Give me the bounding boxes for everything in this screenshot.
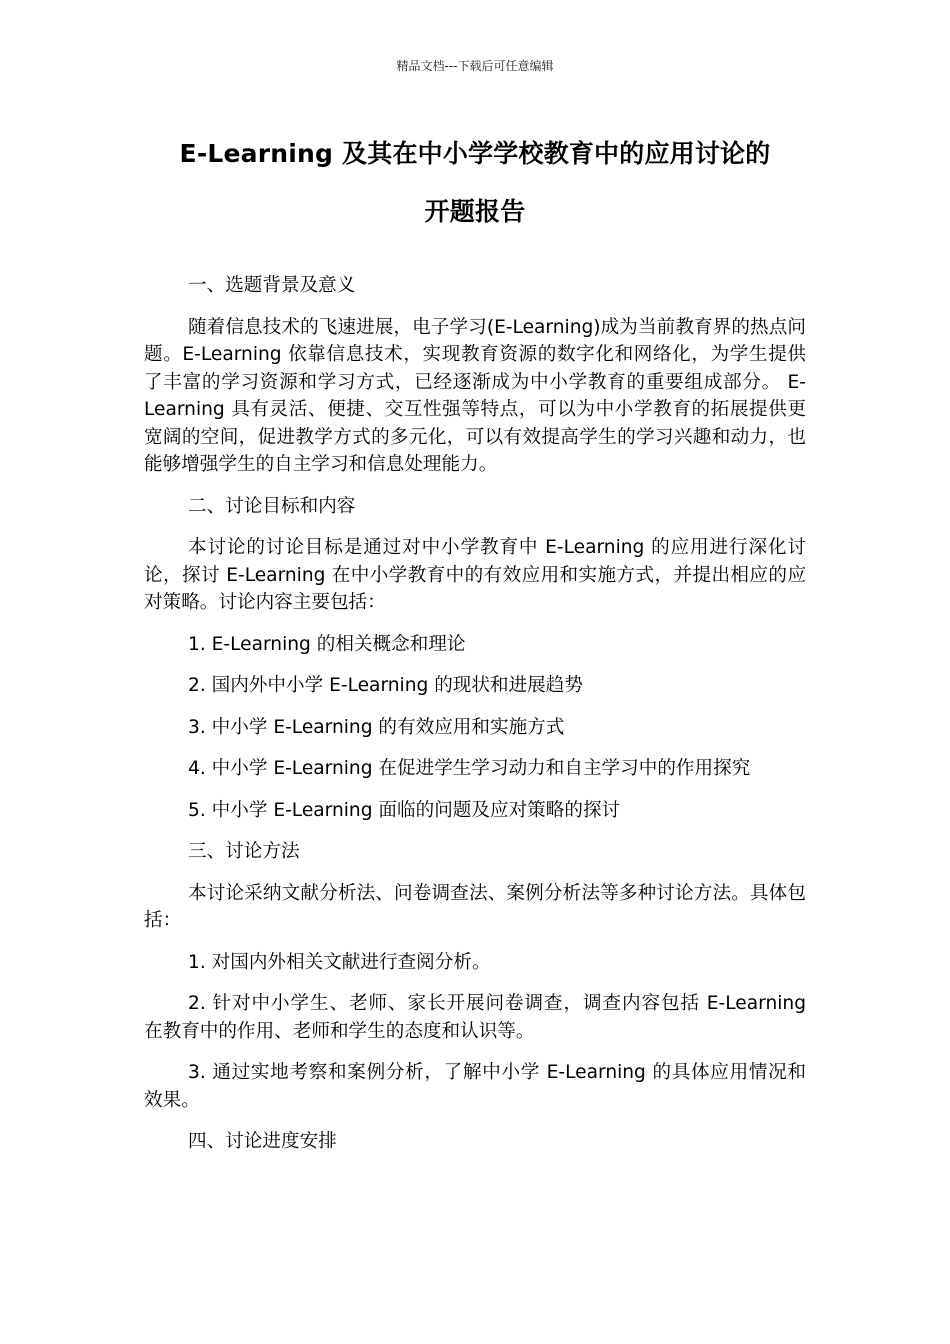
section-heading-methods: 三、讨论方法 [188, 841, 300, 862]
paragraph-background: 随着信息技术的飞速进展，电子学习(E-Learning)成为当前教育界的热点问题。E-Learning 依靠信息技术，实现教育资源的数字化和网络化，为学生提供了丰富的学习资源和学习方式，已经逐渐成为中小学教育的重要组成部分。 E-Learning 具有灵活、便捷、交互性强等特点，可以为中小学教育的拓展提供更宽阔的空间，促进教学方式的多元化，可以有效提高学生的学习兴趣和动力，也能够增强学生的自主学习和信息处理能力。 [144, 316, 806, 475]
section-heading-goals: 二、讨论目标和内容 [188, 495, 356, 517]
section-heading-schedule: 四、讨论进度安排 [188, 1131, 337, 1152]
list-item: 1. 对国内外相关文献进行查阅分析。 [188, 951, 491, 973]
list-item: 2. 针对中小学生、老师、家长开展问卷调查，调查内容包括 E-Learning 在教育中的作用、老师和学生的态度和认识等。 [144, 993, 806, 1042]
list-item: 4. 中小学 E-Learning 在促进学生学习动力和自主学习中的作用探究 [188, 758, 751, 779]
list-item: 5. 中小学 E-Learning 面临的问题及应对策略的探讨 [188, 799, 621, 821]
document-title-line-2: 开题报告 [424, 197, 526, 226]
list-item: 3. 中小学 E-Learning 的有效应用和实施方式 [188, 716, 565, 738]
paragraph-methods: 本讨论采纳文献分析法、问卷调查法、案例分析法等多种讨论方法。具体包括： [144, 882, 806, 931]
document-body [144, 272, 806, 1156]
list-item: 2. 国内外中小学 E-Learning 的现状和进展趋势 [188, 675, 583, 696]
section-heading-background: 一、选题背景及意义 [188, 275, 356, 296]
list-item: 3. 通过实地考察和案例分析，了解中小学 E-Learning 的具体应用情况和效果。 [144, 1062, 806, 1111]
paragraph-goals: 本讨论的讨论目标是通过对中小学教育中 E-Learning 的应用进行深化讨论，探讨 E-Learning 在中小学教育中的有效应用和实施方式，并提出相应的应对策略。讨论内容主要包括： [144, 537, 806, 613]
document-title-line-1: E-Learning 及其在中小学学校教育中的应用讨论的 [179, 139, 771, 168]
list-item: 1. E-Learning 的相关概念和理论 [188, 633, 466, 655]
page-header: 精品文档---下载后可任意编辑 [396, 59, 554, 73]
